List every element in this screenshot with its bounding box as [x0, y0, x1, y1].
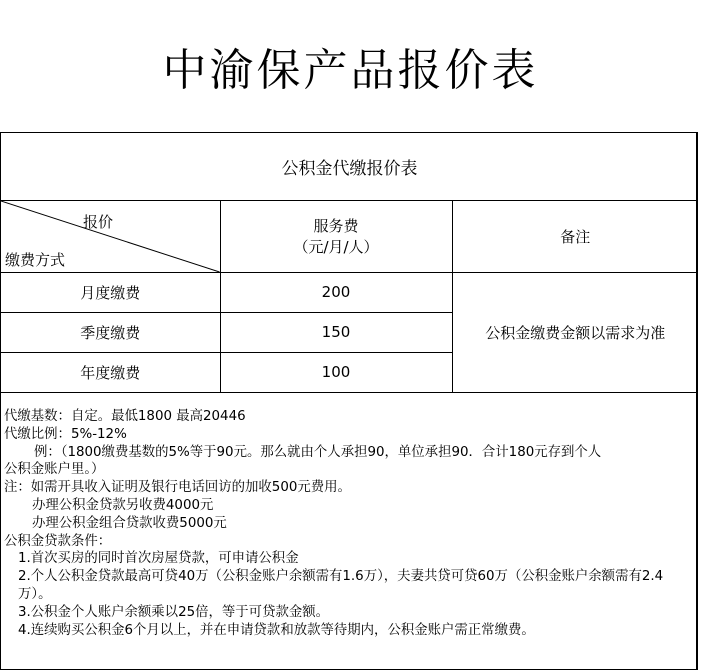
table-caption: 公积金代缴报价表	[1, 133, 698, 200]
base-text: 代缴基数：自定。最低1800 最高20446	[4, 409, 246, 424]
header-remark: 备注	[452, 200, 698, 272]
method-cell: 月度缴费	[1, 272, 220, 312]
example-text: 例：（1800缴费基数的5%等于90元。那么就由个人承担90，单位承担90．合计180元存到个人	[34, 444, 602, 460]
table-row	[1, 272, 698, 312]
list-item: 3.公积金个人账户余额乘以25倍，等于可贷款金额。	[18, 604, 330, 620]
ratio-text: 代缴比例：5%-12%	[4, 426, 127, 442]
header-fee-label: 服务费	[313, 217, 359, 235]
quote-sheet	[0, 132, 698, 670]
notes-section	[1, 392, 698, 671]
note-loan-fee: 办理公积金贷款另收费4000元	[32, 497, 214, 513]
list-item: 4.连续购买公积金6个月以上，并在申请贷款和放款等待期内，公积金账户需正常缴费。	[18, 622, 535, 638]
header-price-label: 报价	[83, 212, 114, 231]
diagonal-header-cell	[1, 200, 220, 272]
fee-cell: 100	[220, 352, 452, 392]
method-cell: 季度缴费	[1, 312, 220, 352]
note-combo-fee: 办理公积金组合贷款收费5000元	[32, 515, 227, 531]
fee-cell: 150	[220, 312, 452, 352]
page-title: 中渝保产品报价表	[162, 45, 539, 96]
list-item: 1.首次买房的同时首次房屋贷款，可申请公积金	[18, 551, 299, 567]
header-fee-cell	[220, 200, 452, 272]
remark-cell: 公积金缴费金额以需求为准	[452, 272, 698, 392]
price-table	[1, 133, 698, 393]
header-method-label: 缴费方式	[5, 250, 66, 269]
list-item: 2.个人公积金贷款最高可贷40万（公积金账户余额需有1.6万），夫妻共贷可贷60万（公积金账户余额需有2.4万）。	[18, 569, 664, 602]
header-fee-unit: （元/月/人）	[293, 238, 379, 256]
method-cell: 年度缴费	[1, 352, 220, 392]
loan-conditions-title: 公积金贷款条件：	[4, 533, 112, 549]
note-text: 注：如需开具收入证明及银行电话回访的加收500元费用。	[4, 480, 351, 496]
example-text-cont: 公积金账户里。）	[4, 462, 105, 478]
fee-cell: 200	[220, 272, 452, 312]
